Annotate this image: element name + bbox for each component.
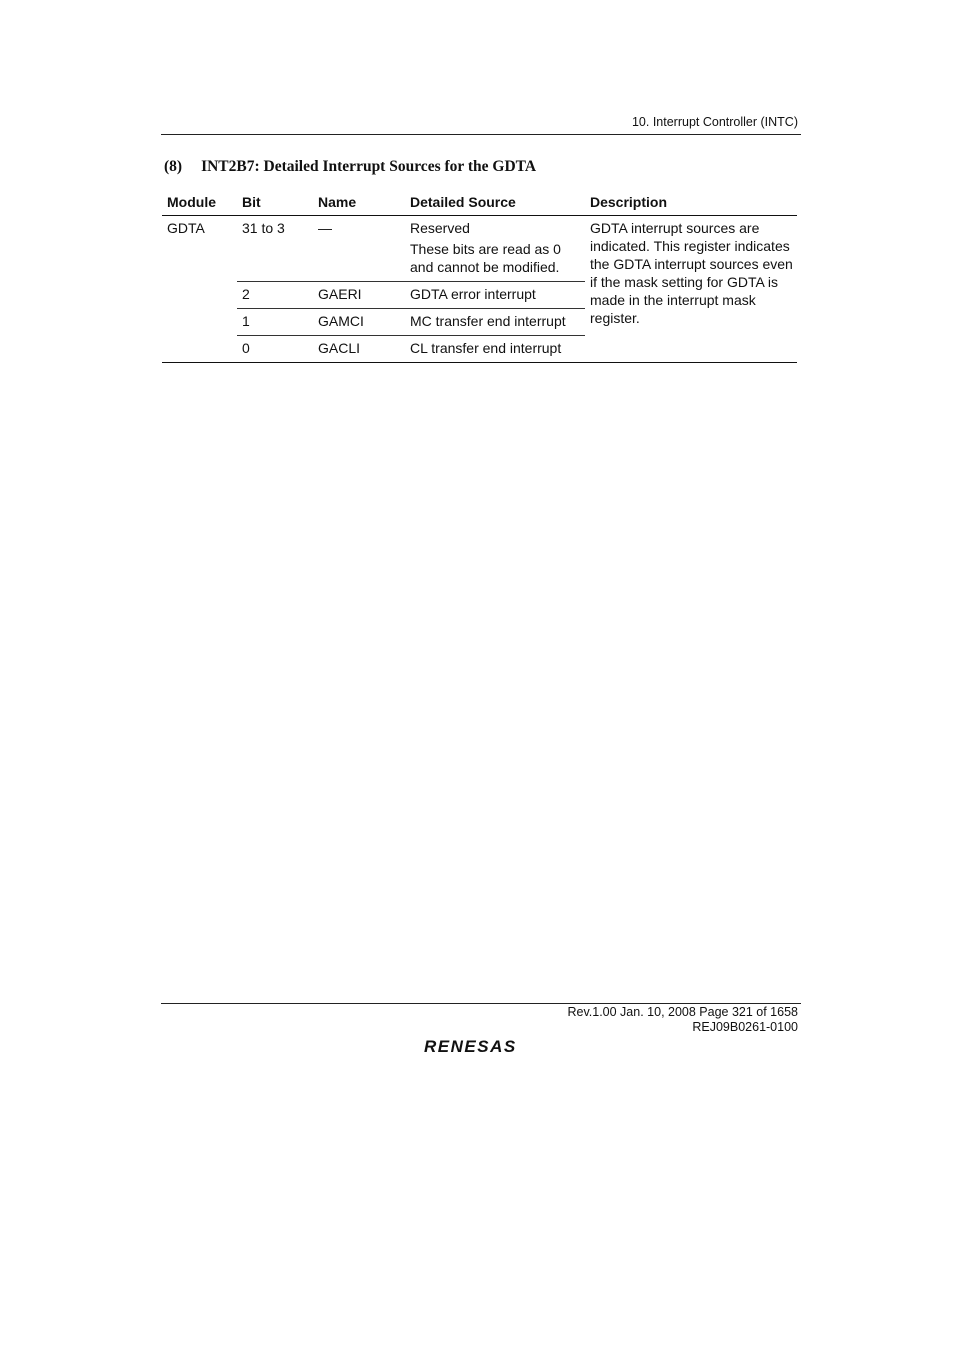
- name-cell: —: [313, 216, 405, 282]
- header-bit: Bit: [237, 190, 313, 216]
- table-row: [162, 216, 797, 282]
- bit-cell: 1: [237, 309, 313, 336]
- source-cell: GDTA error interrupt: [405, 282, 585, 309]
- source-note: These bits are read as 0 and cannot be modified.: [410, 241, 561, 275]
- footer-revision: Rev.1.00 Jan. 10, 2008 Page 321 of 1658: [567, 1005, 798, 1019]
- name-cell: GACLI: [318, 340, 361, 356]
- module-cell: GDTA: [167, 220, 205, 236]
- section-number: (8): [164, 158, 183, 175]
- header-name: Name: [313, 190, 405, 216]
- description-cell: GDTA interrupt sources are indicated. This register indicates the GDTA interrupt sources even if the mask setting for GDTA is made in the interrupt mask register.: [590, 220, 793, 326]
- header-description: Description: [585, 190, 797, 216]
- svg-text:RENESAS: RENESAS: [424, 1037, 517, 1055]
- table-header-row: [162, 190, 797, 216]
- footer-doc-number: REJ09B0261-0100: [692, 1020, 798, 1034]
- footer-rule: [161, 1003, 801, 1004]
- header-detailed-source: Detailed Source: [405, 190, 585, 216]
- bit-cell: 31 to 3: [237, 216, 313, 282]
- name-cell: GAERI: [313, 282, 405, 309]
- bit-cell: 0: [242, 340, 250, 356]
- running-header: 10. Interrupt Controller (INTC): [631, 115, 798, 129]
- source-cell: CL transfer end interrupt: [410, 340, 562, 356]
- name-cell: GAMCI: [313, 309, 405, 336]
- section-heading: INT2B7: Detailed Interrupt Sources for the GDTA: [201, 158, 537, 175]
- table-bottom-rule-row: [162, 362, 797, 363]
- bit-cell: 2: [237, 282, 313, 309]
- source-cell: [405, 216, 585, 282]
- header-module: Module: [162, 190, 237, 216]
- header-rule: [161, 134, 801, 135]
- source-text: Reserved: [410, 220, 470, 236]
- source-cell: MC transfer end interrupt: [405, 309, 585, 336]
- interrupt-source-table: [162, 190, 797, 363]
- section-title: [164, 158, 536, 176]
- renesas-logo: [422, 1035, 540, 1055]
